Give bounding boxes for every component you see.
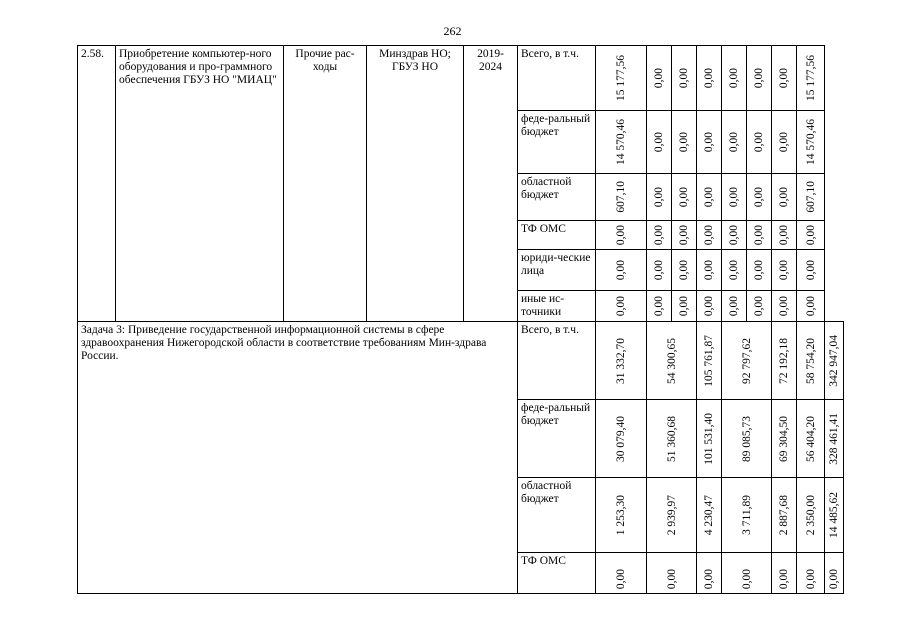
- value-cell: 0,00: [740, 568, 753, 589]
- value-cell: 0,00: [778, 186, 790, 208]
- value-cell: 0,00: [753, 224, 765, 246]
- value-cell: 0,00: [804, 295, 817, 317]
- value-cell: 0,00: [653, 67, 665, 89]
- value-cell: 4 230,47: [703, 494, 715, 536]
- value-cell: 54 300,65: [665, 337, 678, 384]
- value-cell: 0,00: [665, 568, 678, 589]
- value-cell: 0,00: [678, 224, 690, 246]
- value-cell: 15 177,56: [804, 55, 817, 101]
- funding-source: Всего, в т.ч.: [518, 322, 596, 400]
- value-cell: 0,00: [678, 295, 690, 317]
- page-number: 262: [443, 24, 462, 38]
- funding-source: Всего, в т.ч.: [518, 46, 596, 111]
- value-cell: 0,00: [804, 568, 817, 589]
- value-cell: 0,00: [753, 131, 765, 153]
- value-cell: 0,00: [778, 67, 790, 89]
- value-cell: 56 404,20: [804, 415, 817, 462]
- value-cell: 0,00: [653, 295, 665, 317]
- item-executor: Минздрав НО; ГБУЗ НО: [367, 46, 464, 322]
- value-cell: 2 887,68: [778, 494, 790, 536]
- value-cell: 0,00: [703, 259, 715, 281]
- value-cell: 14 570,46: [615, 119, 627, 165]
- funding-source: феде-ральный бюджет: [518, 111, 596, 174]
- funding-source: ТФ ОМС: [518, 553, 596, 594]
- funding-source: юриди-ческие лица: [518, 250, 596, 291]
- value-cell: 0,00: [778, 131, 790, 153]
- value-cell: 0,00: [653, 186, 665, 208]
- value-cell: 0,00: [653, 259, 665, 281]
- value-cell: 0,00: [804, 224, 817, 246]
- funding-source: ТФ ОМС: [518, 221, 596, 250]
- value-cell: 0,00: [728, 67, 740, 89]
- value-cell: 607,10: [804, 181, 817, 213]
- item-period: 2019-2024: [464, 46, 518, 322]
- item-expense-type: Прочие рас-ходы: [284, 46, 367, 322]
- value-cell: 14 570,46: [804, 119, 817, 165]
- value-cell: 0,00: [728, 224, 740, 246]
- task-title: Задача 3: Приведение государственной информационной системы в сфере здравоохранения Нижегородской области в соответствие требованиям Мин-здрава России.: [78, 322, 518, 594]
- value-cell: 0,00: [703, 131, 715, 153]
- value-cell: 0,00: [753, 186, 765, 208]
- value-cell: 0,00: [703, 186, 715, 208]
- value-cell: 0,00: [828, 568, 840, 589]
- funding-source: иные ис-точники: [518, 291, 596, 322]
- value-cell: 51 360,68: [665, 415, 678, 462]
- table-row: [78, 46, 844, 111]
- value-cell: 92 797,62: [740, 337, 753, 384]
- value-cell: 105 761,87: [703, 334, 715, 387]
- item-number: 2.58.: [78, 46, 116, 322]
- funding-source: областной бюджет: [518, 478, 596, 553]
- value-cell: 15 177,56: [615, 55, 627, 101]
- value-cell: 2 939,97: [665, 494, 678, 536]
- table-row: [78, 322, 844, 400]
- value-cell: 0,00: [778, 295, 790, 317]
- budget-table: [77, 45, 844, 594]
- value-cell: 0,00: [678, 131, 690, 153]
- value-cell: 58 754,20: [804, 337, 817, 384]
- value-cell: 0,00: [653, 131, 665, 153]
- value-cell: 0,00: [703, 67, 715, 89]
- value-cell: 0,00: [703, 295, 715, 317]
- value-cell: 0,00: [615, 224, 627, 246]
- funding-source: областной бюджет: [518, 174, 596, 221]
- value-cell: 0,00: [728, 186, 740, 208]
- value-cell: 89 085,73: [740, 415, 753, 462]
- value-cell: 0,00: [678, 259, 690, 281]
- value-cell: 0,00: [728, 259, 740, 281]
- value-cell: 342 947,04: [828, 334, 840, 387]
- value-cell: 3 711,89: [740, 495, 753, 535]
- value-cell: 0,00: [615, 295, 627, 317]
- value-cell: 0,00: [615, 259, 627, 281]
- value-cell: 0,00: [804, 259, 817, 281]
- value-cell: 0,00: [753, 259, 765, 281]
- value-cell: 0,00: [703, 568, 715, 589]
- value-cell: 1 253,30: [615, 494, 627, 536]
- value-cell: 31 332,70: [615, 337, 627, 384]
- value-cell: 69 304,50: [778, 415, 790, 462]
- value-cell: 0,00: [753, 67, 765, 89]
- value-cell: 0,00: [678, 67, 690, 89]
- value-cell: 2 350,00: [804, 494, 817, 536]
- value-cell: 0,00: [728, 295, 740, 317]
- value-cell: 72 192,18: [778, 337, 790, 384]
- value-cell: 607,10: [615, 181, 627, 213]
- value-cell: 328 461,41: [828, 412, 840, 465]
- value-cell: 0,00: [703, 224, 715, 246]
- value-cell: 0,00: [778, 568, 790, 589]
- value-cell: 14 485,62: [828, 492, 840, 538]
- item-name: Приобретение компьютер-ного оборудования и про-граммного обеспечения ГБУЗ НО "МИАЦ": [116, 46, 284, 322]
- value-cell: 0,00: [653, 224, 665, 246]
- value-cell: 101 531,40: [703, 412, 715, 465]
- value-cell: 0,00: [678, 186, 690, 208]
- value-cell: 0,00: [778, 259, 790, 281]
- value-cell: 0,00: [753, 295, 765, 317]
- value-cell: 0,00: [615, 568, 627, 589]
- funding-source: феде-ральный бюджет: [518, 400, 596, 478]
- value-cell: 0,00: [778, 224, 790, 246]
- value-cell: 0,00: [728, 131, 740, 153]
- value-cell: 30 079,40: [615, 415, 627, 462]
